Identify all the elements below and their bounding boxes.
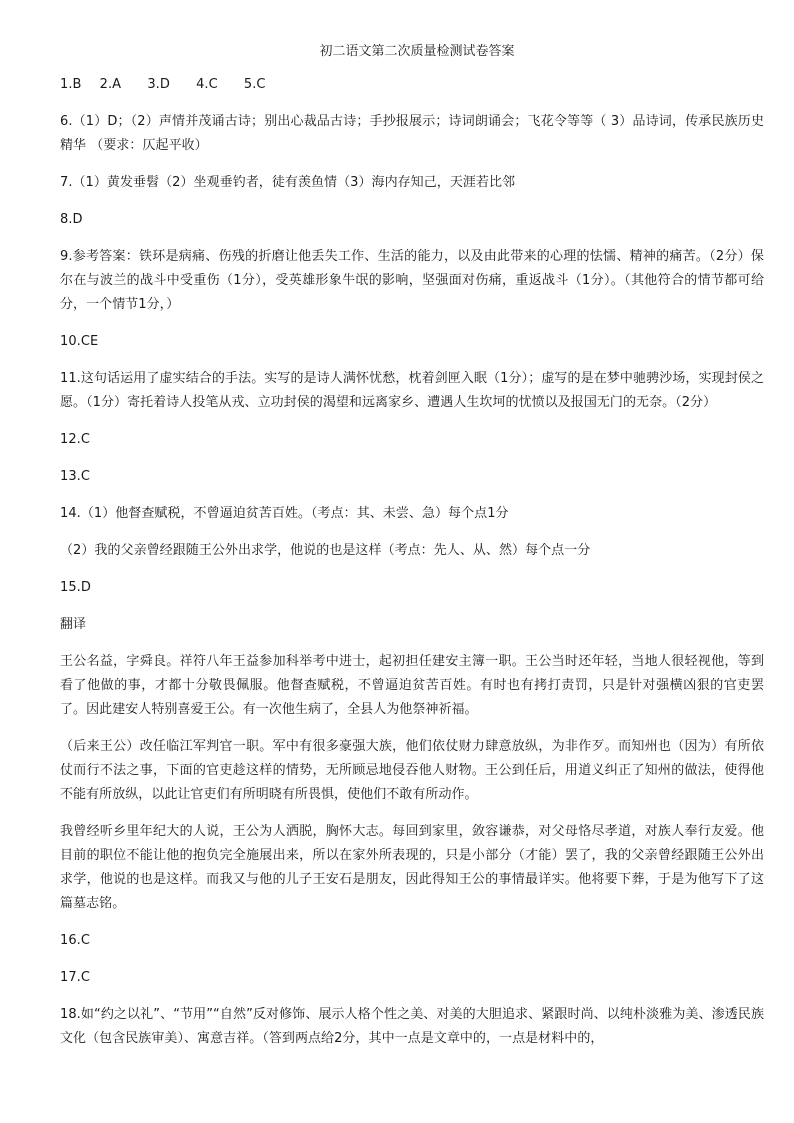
- document-title: 初二语文第二次质量检测试卷答案: [319, 44, 515, 59]
- translation-paragraph-3: 我曾经听乡里年纪大的人说，王公为人洒脱，胸怀大志。每回到家里，敛容谦恭，对父母恪尽孝道，对族人奉行友爱。他目前的职位不能让他的抱负完全施展出来，所以在家外所表现的，只是小部分（才能）罢了，我的父亲曾经跟随王公外出求学，他说的也是这样。而我又与他的儿子王安石是朋友，因此得知王公的事情最详实。他将要下葬，于是为他写下了这篇墓志铭。: [60, 824, 764, 911]
- answer-17: 17.C: [60, 970, 90, 985]
- answer-2: 2.A: [99, 77, 122, 92]
- answer-5: 5.C: [243, 77, 266, 92]
- translation-heading: 翻译: [60, 617, 87, 632]
- answer-14-part-1: 14.（1）他督查赋税，不曾逼迫贫苦百姓。（考点：其、未尝、急）每个点1分: [60, 506, 509, 521]
- answer-8: 8.D: [60, 212, 83, 227]
- answer-18: 18.如“约之以礼”、“节用”“自然”反对修饰、展示人格个性之美、对美的大胆追求、紧跟时尚、以纯朴淡雅为美、渗透民族文化（包含民族审美）、寓意吉祥。（答到两点给2分，其中一点是文章中的，一点是材料中的，: [60, 1007, 764, 1046]
- answer-10: 10.CE: [60, 334, 99, 349]
- answer-15: 15.D: [60, 580, 91, 595]
- answer-11: 11.这句话运用了虚实结合的手法。实写的是诗人满怀忧愁，枕着剑匣入眠（1分）；虚写的是在梦中驰骋沙场，实现封侯之愿。（1分）寄托着诗人投笔从戎、立功封侯的渴望和远离家乡、遭遇人生坎坷的忧愤以及报国无门的无奈。（2分）: [60, 371, 764, 410]
- answer-14-part-2: （2）我的父亲曾经跟随王公外出求学，他说的也是这样（考点：先人、从、然）每个点一分: [60, 543, 591, 558]
- translation-paragraph-2: （后来王公）改任临江军判官一职。军中有很多豪强大族，他们依仗财力肆意放纵，为非作歹。而知州也（因为）有所依仗而行不法之事，下面的官吏趁这样的情势，无所顾忌地侵吞他人财物。王公到任后，用道义纠正了知州的做法，使得他不能有所放纵，以此让官吏们有所明晓有所畏惧，使他们不敢有所动作。: [60, 739, 764, 802]
- answer-13: 13.C: [60, 469, 90, 484]
- answer-9: 9.参考答案：铁环是病痛、伤残的折磨让他丢失工作、生活的能力，以及由此带来的心理的怯懦、精神的痛苦。（2分）保尔在与波兰的战斗中受重伤（1分），受英雄形象牛氓的影响，坚强面对伤痛，重返战斗（1分）。（其他符合的情节都可给分，一个情节1分，）: [60, 249, 764, 312]
- answer-16: 16.C: [60, 933, 90, 948]
- answer-1: 1.B: [60, 77, 82, 92]
- answer-4: 4.C: [196, 77, 218, 92]
- translation-paragraph-1: 王公名益，字舜良。祥符八年王益参加科举考中进士，起初担任建安主簿一职。王公当时还年轻，当地人很轻视他，等到看了他做的事，才都十分敬畏佩服。他督查赋税，不曾逼迫贫苦百姓。有时也有拷打责罚，只是针对强横凶狠的官吏罢了。因此建安人特别喜爱王公。有一次他生病了，全县人为他祭神祈福。: [60, 654, 764, 717]
- answer-12: 12.C: [60, 432, 90, 447]
- mc-answers-row: [60, 73, 764, 97]
- answer-3: 3.D: [147, 77, 170, 92]
- answer-7: 7.（1）黄发垂髫（2）坐观垂钓者，徒有羡鱼情（3）海内存知己，天涯若比邻: [60, 175, 516, 190]
- answer-6: 6.（1）D；（2）声情并茂诵古诗；别出心裁品古诗；手抄报展示；诗词朗诵会；飞花令等等（ 3）品诗词，传承民族历史精华 （要求：仄起平收）: [60, 114, 764, 153]
